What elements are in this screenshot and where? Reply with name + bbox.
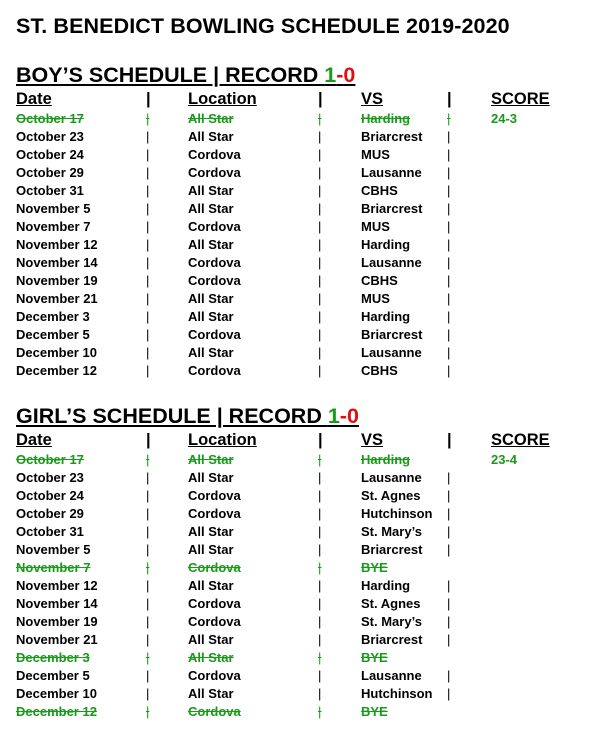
schedule-row bbox=[16, 254, 576, 272]
column-separator: | bbox=[318, 147, 322, 162]
schedule-row bbox=[16, 236, 576, 254]
opponent-cell: Hutchinson bbox=[361, 686, 433, 701]
column-separator: | bbox=[318, 506, 322, 521]
column-separator: | bbox=[447, 614, 451, 629]
column-separator: | bbox=[146, 686, 150, 701]
score-header: SCORE bbox=[491, 431, 550, 449]
date-cell: November 12 bbox=[16, 578, 98, 593]
score-cell: 24-3 bbox=[491, 111, 518, 126]
column-separator: | bbox=[318, 560, 322, 575]
date-cell: December 12 bbox=[16, 704, 97, 719]
date-cell: November 21 bbox=[16, 632, 98, 647]
column-separator: | bbox=[146, 219, 150, 234]
opponent-cell: Harding bbox=[361, 111, 411, 126]
column-separator: | bbox=[447, 90, 452, 108]
schedule-row bbox=[16, 685, 576, 703]
opponent-cell: CBHS bbox=[361, 183, 398, 198]
date-cell: December 3 bbox=[16, 309, 90, 324]
opponent-cell: Lausanne bbox=[361, 345, 422, 360]
column-separator: | bbox=[447, 542, 451, 557]
girls-header-row bbox=[16, 429, 576, 451]
schedule-row bbox=[16, 200, 576, 218]
column-separator: | bbox=[146, 90, 151, 108]
opponent-cell: BYE bbox=[361, 650, 388, 665]
column-separator: | bbox=[447, 129, 451, 144]
column-separator: | bbox=[318, 345, 322, 360]
date-cell: November 14 bbox=[16, 596, 98, 611]
column-separator: | bbox=[318, 309, 322, 324]
opponent-cell: Lausanne bbox=[361, 165, 422, 180]
column-separator: | bbox=[318, 488, 322, 503]
column-separator: | bbox=[146, 632, 150, 647]
schedule-row bbox=[16, 469, 576, 487]
column-separator: | bbox=[447, 578, 451, 593]
column-separator: | bbox=[318, 542, 322, 557]
opponent-cell: St. Agnes bbox=[361, 596, 421, 611]
column-separator: | bbox=[447, 345, 451, 360]
column-separator: | bbox=[146, 237, 150, 252]
boys-record-dash: - bbox=[336, 63, 344, 87]
column-separator: | bbox=[447, 488, 451, 503]
column-separator: | bbox=[318, 237, 322, 252]
date-cell: October 31 bbox=[16, 183, 84, 198]
column-separator: | bbox=[146, 470, 150, 485]
column-separator: | bbox=[318, 452, 322, 467]
opponent-cell: Hutchinson bbox=[361, 506, 433, 521]
location-cell: All Star bbox=[188, 111, 234, 126]
location-cell: All Star bbox=[188, 524, 234, 539]
date-cell: October 24 bbox=[16, 488, 84, 503]
date-cell: October 24 bbox=[16, 147, 84, 162]
location-cell: All Star bbox=[188, 309, 234, 324]
date-cell: November 19 bbox=[16, 614, 98, 629]
column-separator: | bbox=[447, 183, 451, 198]
schedule-row bbox=[16, 595, 576, 613]
score-cell: 23-4 bbox=[491, 452, 518, 467]
location-cell: Cordova bbox=[188, 614, 241, 629]
column-separator: | bbox=[318, 291, 322, 306]
schedule-row bbox=[16, 344, 576, 362]
column-separator: | bbox=[146, 111, 150, 126]
column-separator: | bbox=[146, 524, 150, 539]
schedule-row bbox=[16, 164, 576, 182]
column-separator: | bbox=[318, 165, 322, 180]
date-cell: November 5 bbox=[16, 201, 91, 216]
date-cell: November 7 bbox=[16, 219, 91, 234]
girls-record-losses: 0 bbox=[346, 404, 359, 428]
date-cell: December 5 bbox=[16, 327, 90, 342]
column-separator: | bbox=[447, 596, 451, 611]
location-cell: Cordova bbox=[188, 147, 241, 162]
opponent-cell: Harding bbox=[361, 237, 411, 252]
date-cell: October 31 bbox=[16, 524, 84, 539]
opponent-cell: Briarcrest bbox=[361, 129, 423, 144]
schedule-row bbox=[16, 667, 576, 685]
column-separator: | bbox=[318, 704, 322, 719]
date-cell: November 19 bbox=[16, 273, 98, 288]
opponent-cell: Briarcrest bbox=[361, 327, 423, 342]
boys-rows bbox=[16, 110, 576, 380]
column-separator: | bbox=[318, 470, 322, 485]
column-separator: | bbox=[447, 201, 451, 216]
girls-record-wins: 1 bbox=[327, 404, 340, 428]
schedule-row bbox=[16, 326, 576, 344]
column-separator: | bbox=[146, 363, 150, 378]
column-separator: | bbox=[318, 255, 322, 270]
opponent-cell: BYE bbox=[361, 704, 388, 719]
column-separator: | bbox=[318, 363, 322, 378]
column-separator: | bbox=[447, 506, 451, 521]
column-separator: | bbox=[146, 596, 150, 611]
column-separator: | bbox=[146, 488, 150, 503]
opponent-cell: CBHS bbox=[361, 273, 398, 288]
schedule-row bbox=[16, 182, 576, 200]
schedule-row bbox=[16, 577, 576, 595]
date-cell: December 12 bbox=[16, 363, 97, 378]
date-cell: October 29 bbox=[16, 506, 84, 521]
column-separator: | bbox=[447, 219, 451, 234]
column-separator: | bbox=[146, 129, 150, 144]
opponent-cell: Briarcrest bbox=[361, 542, 423, 557]
column-separator: | bbox=[447, 165, 451, 180]
date-cell: December 10 bbox=[16, 686, 97, 701]
opponent-cell: BYE bbox=[361, 560, 388, 575]
column-separator: | bbox=[318, 650, 322, 665]
column-separator: | bbox=[318, 431, 323, 449]
location-cell: Cordova bbox=[188, 596, 241, 611]
column-separator: | bbox=[318, 201, 322, 216]
opponent-cell: Lausanne bbox=[361, 668, 422, 683]
column-separator: | bbox=[146, 183, 150, 198]
location-cell: All Star bbox=[188, 129, 234, 144]
column-separator: | bbox=[146, 255, 150, 270]
opponent-cell: MUS bbox=[361, 219, 390, 234]
boys-record-wins: 1 bbox=[324, 63, 337, 87]
opponent-cell: Briarcrest bbox=[361, 632, 423, 647]
column-separator: | bbox=[146, 452, 150, 467]
boys-record-losses: 0 bbox=[343, 63, 356, 87]
column-separator: | bbox=[146, 345, 150, 360]
location-cell: All Star bbox=[188, 201, 234, 216]
location-cell: Cordova bbox=[188, 363, 241, 378]
location-cell: All Star bbox=[188, 183, 234, 198]
schedule-row bbox=[16, 451, 576, 469]
column-separator: | bbox=[146, 614, 150, 629]
date-cell: November 12 bbox=[16, 237, 98, 252]
location-cell: All Star bbox=[188, 632, 234, 647]
boys-title-prefix: BOY’S SCHEDULE | RECORD bbox=[16, 63, 325, 87]
column-separator: | bbox=[146, 273, 150, 288]
column-separator: | bbox=[318, 686, 322, 701]
location-cell: Cordova bbox=[188, 668, 241, 683]
schedule-row bbox=[16, 146, 576, 164]
schedule-row bbox=[16, 110, 576, 128]
column-separator: | bbox=[146, 542, 150, 557]
girls-schedule-title bbox=[16, 403, 576, 429]
opponent-cell: St. Agnes bbox=[361, 488, 421, 503]
location-cell: All Star bbox=[188, 291, 234, 306]
boys-header-row bbox=[16, 88, 576, 110]
column-separator: | bbox=[146, 668, 150, 683]
location-cell: All Star bbox=[188, 542, 234, 557]
column-separator: | bbox=[146, 291, 150, 306]
column-separator: | bbox=[447, 470, 451, 485]
column-separator: | bbox=[447, 237, 451, 252]
location-cell: All Star bbox=[188, 650, 234, 665]
column-separator: | bbox=[447, 255, 451, 270]
opponent-cell: Harding bbox=[361, 452, 411, 467]
date-cell: December 5 bbox=[16, 668, 90, 683]
opponent-cell: Lausanne bbox=[361, 470, 422, 485]
date-cell: October 29 bbox=[16, 165, 84, 180]
opponent-cell: Briarcrest bbox=[361, 201, 423, 216]
column-separator: | bbox=[146, 147, 150, 162]
column-separator: | bbox=[447, 363, 451, 378]
location-cell: Cordova bbox=[188, 165, 241, 180]
schedule-row bbox=[16, 218, 576, 236]
column-separator: | bbox=[318, 614, 322, 629]
schedule-row bbox=[16, 505, 576, 523]
column-separator: | bbox=[447, 111, 451, 126]
opponent-cell: Lausanne bbox=[361, 255, 422, 270]
location-cell: Cordova bbox=[188, 255, 241, 270]
schedule-row bbox=[16, 272, 576, 290]
date-cell: October 17 bbox=[16, 111, 84, 126]
location-cell: All Star bbox=[188, 452, 234, 467]
opponent-cell: Harding bbox=[361, 309, 411, 324]
schedule-row bbox=[16, 559, 576, 577]
boys-schedule-title bbox=[16, 62, 576, 88]
vs-header: VS bbox=[361, 90, 384, 108]
column-separator: | bbox=[318, 111, 322, 126]
column-separator: | bbox=[318, 524, 322, 539]
column-separator: | bbox=[318, 578, 322, 593]
location-cell: Cordova bbox=[188, 506, 241, 521]
date-cell: November 5 bbox=[16, 542, 91, 557]
date-cell: November 21 bbox=[16, 291, 98, 306]
opponent-cell: MUS bbox=[361, 291, 390, 306]
column-separator: | bbox=[447, 327, 451, 342]
schedule-row bbox=[16, 362, 576, 380]
boys-schedule bbox=[16, 62, 576, 380]
column-separator: | bbox=[447, 524, 451, 539]
location-cell: Cordova bbox=[188, 488, 241, 503]
girls-record-dash: - bbox=[339, 404, 347, 428]
opponent-cell: CBHS bbox=[361, 363, 398, 378]
schedule-row bbox=[16, 649, 576, 667]
schedule-row bbox=[16, 128, 576, 146]
location-cell: Cordova bbox=[188, 219, 241, 234]
date-cell: November 7 bbox=[16, 560, 91, 575]
column-separator: | bbox=[146, 560, 150, 575]
date-header: Date bbox=[16, 90, 52, 108]
column-separator: | bbox=[447, 632, 451, 647]
column-separator: | bbox=[447, 291, 451, 306]
schedule-row bbox=[16, 631, 576, 649]
opponent-cell: St. Mary’s bbox=[361, 614, 422, 629]
column-separator: | bbox=[146, 165, 150, 180]
girls-rows bbox=[16, 451, 576, 721]
location-cell: Cordova bbox=[188, 273, 241, 288]
schedule-row bbox=[16, 541, 576, 559]
schedule-row bbox=[16, 613, 576, 631]
schedule-row bbox=[16, 523, 576, 541]
column-separator: | bbox=[318, 273, 322, 288]
location-header: Location bbox=[188, 90, 257, 108]
opponent-cell: Harding bbox=[361, 578, 411, 593]
vs-header: VS bbox=[361, 431, 384, 449]
column-separator: | bbox=[318, 90, 323, 108]
column-separator: | bbox=[146, 327, 150, 342]
column-separator: | bbox=[447, 273, 451, 288]
location-cell: All Star bbox=[188, 237, 234, 252]
column-separator: | bbox=[447, 309, 451, 324]
column-separator: | bbox=[146, 650, 150, 665]
column-separator: | bbox=[318, 219, 322, 234]
date-cell: December 3 bbox=[16, 650, 90, 665]
date-cell: December 10 bbox=[16, 345, 97, 360]
page-title: ST. BENEDICT BOWLING SCHEDULE 2019-2020 bbox=[16, 14, 510, 38]
location-header: Location bbox=[188, 431, 257, 449]
opponent-cell: St. Mary’s bbox=[361, 524, 422, 539]
column-separator: | bbox=[447, 431, 452, 449]
column-separator: | bbox=[318, 596, 322, 611]
column-separator: | bbox=[146, 578, 150, 593]
column-separator: | bbox=[447, 147, 451, 162]
schedule-row bbox=[16, 487, 576, 505]
column-separator: | bbox=[146, 506, 150, 521]
date-cell: October 17 bbox=[16, 452, 84, 467]
column-separator: | bbox=[146, 201, 150, 216]
date-cell: October 23 bbox=[16, 129, 84, 144]
schedule-row bbox=[16, 290, 576, 308]
date-cell: November 14 bbox=[16, 255, 98, 270]
location-cell: All Star bbox=[188, 686, 234, 701]
girls-title-prefix: GIRL’S SCHEDULE | RECORD bbox=[16, 404, 328, 428]
score-header: SCORE bbox=[491, 90, 550, 108]
location-cell: All Star bbox=[188, 470, 234, 485]
location-cell: All Star bbox=[188, 345, 234, 360]
girls-schedule bbox=[16, 403, 576, 721]
column-separator: | bbox=[318, 327, 322, 342]
column-separator: | bbox=[146, 309, 150, 324]
column-separator: | bbox=[318, 668, 322, 683]
column-separator: | bbox=[447, 686, 451, 701]
location-cell: Cordova bbox=[188, 327, 241, 342]
date-cell: October 23 bbox=[16, 470, 84, 485]
column-separator: | bbox=[146, 431, 151, 449]
opponent-cell: MUS bbox=[361, 147, 390, 162]
column-separator: | bbox=[318, 129, 322, 144]
column-separator: | bbox=[318, 183, 322, 198]
column-separator: | bbox=[146, 704, 150, 719]
column-separator: | bbox=[447, 668, 451, 683]
date-header: Date bbox=[16, 431, 52, 449]
location-cell: All Star bbox=[188, 578, 234, 593]
location-cell: Cordova bbox=[188, 560, 241, 575]
schedule-row bbox=[16, 703, 576, 721]
schedule-row bbox=[16, 308, 576, 326]
location-cell: Cordova bbox=[188, 704, 241, 719]
column-separator: | bbox=[318, 632, 322, 647]
